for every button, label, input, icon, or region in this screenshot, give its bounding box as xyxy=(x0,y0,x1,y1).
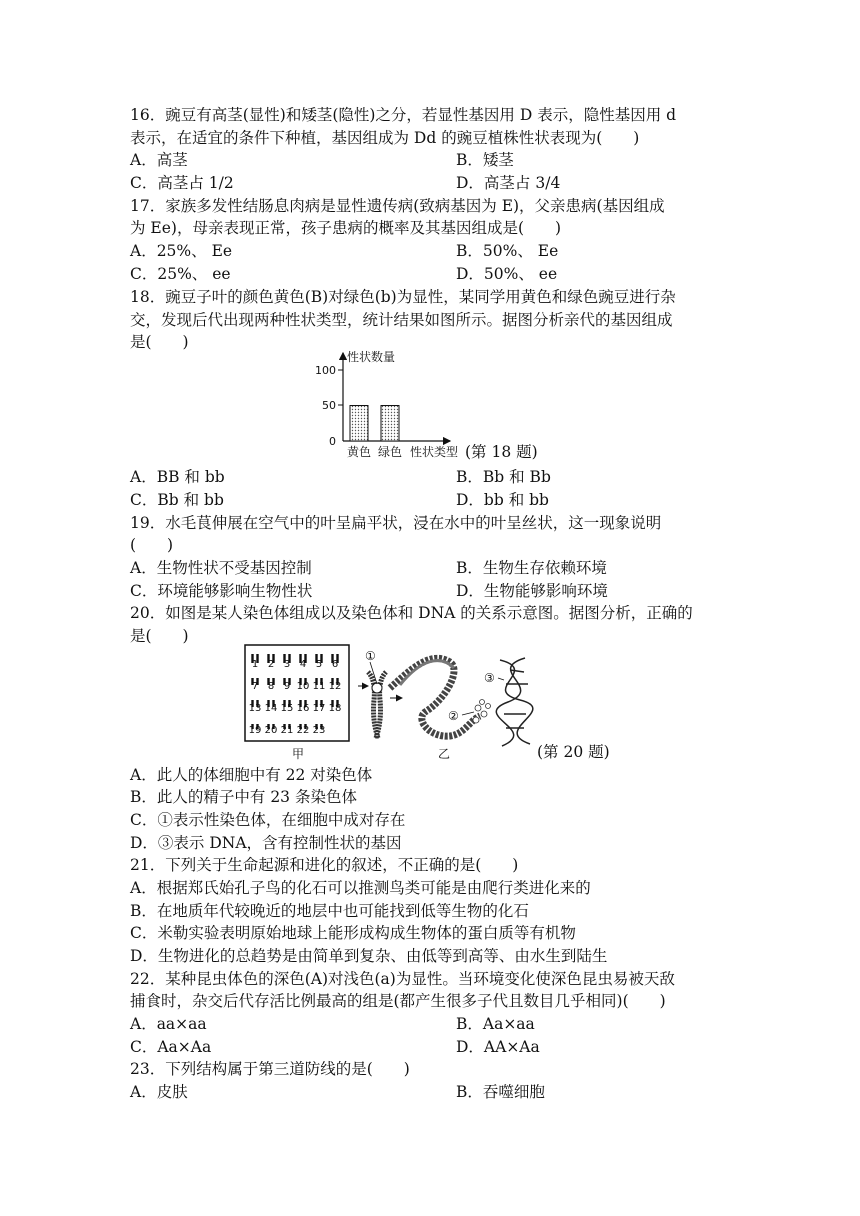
karyotype-number-4: 4 xyxy=(299,659,307,670)
q20-option-d: D．③表示 DNA，含有控制性状的基因 xyxy=(130,834,402,852)
q16-option-b: B．矮茎 xyxy=(456,151,514,169)
x-category-green: 绿色 xyxy=(377,445,403,459)
fig-label-yi: 乙 xyxy=(438,747,451,761)
q18-option-a: A．BB 和 bb xyxy=(130,468,225,486)
q17-stem-line2: 为 Ee)，母亲表现正常，孩子患病的概率及其基因组成是( ) xyxy=(130,219,562,237)
marker-2: ② xyxy=(448,709,459,723)
karyotype-number-11: 11 xyxy=(312,681,326,692)
q22-option-c: C．Aa×Aa xyxy=(130,1038,212,1056)
q19-option-b: B．生物生存依赖环境 xyxy=(456,559,607,577)
chromosome-x-shape xyxy=(368,672,386,738)
q20-caption: (第 20 题) xyxy=(537,743,610,761)
q20-option-b: B．此人的精子中有 23 条染色体 xyxy=(130,788,357,806)
q21-stem-line1: 21．下列关于生命起源和进化的叙述，不正确的是( ) xyxy=(130,856,519,874)
karyotype-number-15: 15 xyxy=(280,703,294,714)
q22-option-a: A．aa×aa xyxy=(130,1015,207,1033)
karyotype-number-13: 13 xyxy=(248,703,262,714)
q18-option-b: B．Bb 和 Bb xyxy=(456,468,551,486)
karyotype-number-23: 23 xyxy=(312,725,326,736)
q21-option-b: B．在地质年代较晚近的地层中也可能找到低等生物的化石 xyxy=(130,902,529,920)
bar-yellow xyxy=(350,406,368,442)
q22-stem-line1: 22．某种昆虫体色的深色(A)对浅色(a)为显性。当环境变化使深色昆虫易被天敌 xyxy=(130,970,675,988)
y-tick-50: 50 xyxy=(322,399,336,412)
q20-stem-line1: 20．如图是某人染色体组成以及染色体和 DNA 的关系示意图。据图分析，正确的 xyxy=(130,604,693,622)
y-tick-100: 100 xyxy=(315,364,336,377)
q22-stem-line2: 捕食时，杂交后代存活比例最高的组是(都产生很多子代且数目几乎相同)( ) xyxy=(130,992,666,1010)
q23-stem-line1: 23．下列结构属于第三道防线的是( ) xyxy=(130,1060,410,1078)
q19-option-d: D．生物能够影响环境 xyxy=(456,582,608,600)
q23-option-b: B．吞噬细胞 xyxy=(456,1083,545,1101)
y-axis-label: 性状数量 xyxy=(347,350,396,364)
karyotype-number-12: 12 xyxy=(328,681,342,692)
q20-figure xyxy=(240,640,570,762)
x-axis-label: 性状类型 xyxy=(410,445,459,459)
q19-option-a: A．生物性状不受基因控制 xyxy=(130,559,312,577)
q20-stem-line2: 是( ) xyxy=(130,627,189,645)
q18-option-d: D．bb 和 bb xyxy=(456,491,549,509)
y-tick-0: 0 xyxy=(329,435,336,448)
karyotype-number-10: 10 xyxy=(296,681,310,692)
fig-label-jia: 甲 xyxy=(292,747,305,761)
q21-option-a: A．根据郑氏始孔子鸟的化石可以推测鸟类可能是由爬行类进化来的 xyxy=(130,879,591,897)
q18-bar-chart xyxy=(300,345,480,463)
q20-option-c: C．①表示性染色体，在细胞中成对存在 xyxy=(130,811,406,829)
karyotype-number-17: 17 xyxy=(312,703,326,714)
karyotype-number-22: 22 xyxy=(296,725,310,736)
karyotype-number-1: 1 xyxy=(251,659,259,670)
marker-3: ③ xyxy=(484,671,495,685)
q17-option-b: B．50%、 Ee xyxy=(456,242,559,260)
q20-option-a: A．此人的体细胞中有 22 对染色体 xyxy=(130,766,373,784)
q23-option-a: A．皮肤 xyxy=(130,1083,188,1101)
karyotype-number-6: 6 xyxy=(331,659,339,670)
q16-stem-line2: 表示，在适宜的条件下种植，基因组成为 Dd 的豌豆植株性状表现为( ) xyxy=(130,129,640,147)
q21-option-d: D．生物进化的总趋势是由简单到复杂、由低等到高等、由水生到陆生 xyxy=(130,947,608,965)
q19-option-c: C．环境能够影响生物性状 xyxy=(130,582,313,600)
chromatin-coil xyxy=(390,658,480,736)
dna-double-helix xyxy=(496,658,533,746)
q17-stem-line1: 17．家族多发性结肠息肉病是显性遗传病(致病基因为 E)，父亲患病(基因组成 xyxy=(130,197,665,215)
karyotype-number-8: 8 xyxy=(267,681,275,692)
karyotype-number-14: 14 xyxy=(264,703,278,714)
protein-beads xyxy=(473,700,491,724)
q17-option-c: C．25%、 ee xyxy=(130,265,231,283)
q18-stem-line3: 是( ) xyxy=(130,333,189,351)
karyotype-number-5: 5 xyxy=(315,659,323,670)
q22-option-d: D．AA×Aa xyxy=(456,1038,540,1056)
q16-option-d: D．高茎占 3/4 xyxy=(456,174,561,192)
karyotype-number-16: 16 xyxy=(296,703,310,714)
karyotype-number-19: 19 xyxy=(248,725,262,736)
karyotype-number-20: 20 xyxy=(264,725,278,736)
bar-green xyxy=(381,406,399,442)
karyotype-number-18: 18 xyxy=(328,703,342,714)
karyotype-number-7: 7 xyxy=(251,681,259,692)
q17-option-d: D．50%、 ee xyxy=(456,265,558,283)
x-category-yellow: 黄色 xyxy=(346,445,372,459)
q18-option-c: C．Bb 和 bb xyxy=(130,491,224,509)
karyotype-chromosomes xyxy=(249,654,342,736)
q18-caption: (第 18 题) xyxy=(465,443,538,461)
karyotype-number-9: 9 xyxy=(283,681,291,692)
karyotype-number-21: 21 xyxy=(280,725,294,736)
q16-option-c: C．高茎占 1/2 xyxy=(130,174,234,192)
q18-stem-line2: 交，发现后代出现两种性状类型，统计结果如图所示。据图分析亲代的基因组成 xyxy=(130,311,673,329)
q16-option-a: A．高茎 xyxy=(130,151,188,169)
q22-option-b: B．Aa×aa xyxy=(456,1015,535,1033)
q19-stem-line1: 19．水毛茛伸展在空气中的叶呈扁平状，浸在水中的叶呈丝状，这一现象说明 xyxy=(130,514,662,532)
q17-option-a: A．25%、 Ee xyxy=(130,242,233,260)
q19-stem-line2: ( ) xyxy=(130,536,174,554)
q18-stem-line1: 18．豌豆子叶的颜色黄色(B)对绿色(b)为显性，某同学用黄色和绿色豌豆进行杂 xyxy=(130,288,676,306)
karyotype-number-2: 2 xyxy=(267,659,275,670)
marker-1: ① xyxy=(365,649,376,663)
karyotype-number-3: 3 xyxy=(283,659,291,670)
q16-stem-line1: 16．豌豆有高茎(显性)和矮茎(隐性)之分，若显性基因用 D 表示，隐性基因用 d xyxy=(130,106,677,124)
q21-option-c: C．米勒实验表明原始地球上能形成构成生物体的蛋白质等有机物 xyxy=(130,924,576,942)
